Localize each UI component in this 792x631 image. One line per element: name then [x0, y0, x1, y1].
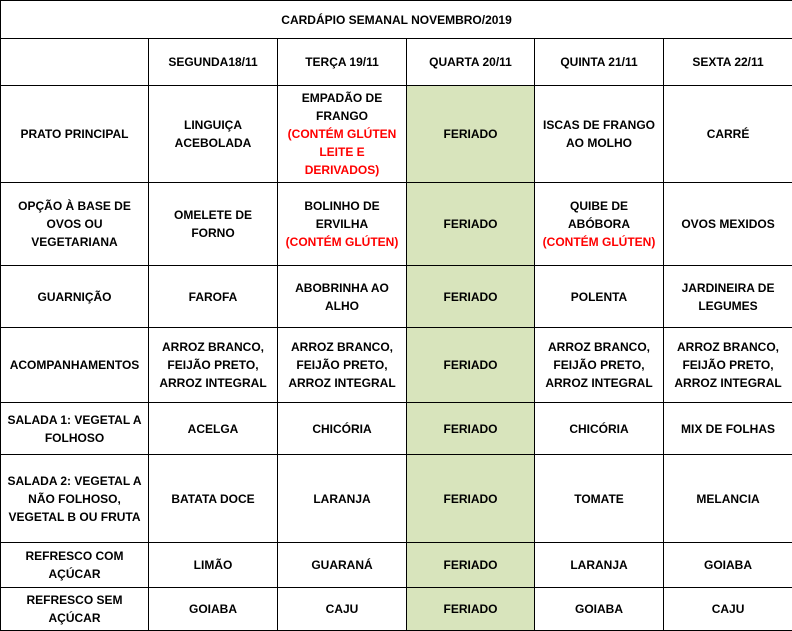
- cell-text: FERIADO: [411, 125, 530, 143]
- cell-text: FERIADO: [411, 356, 530, 374]
- menu-cell: [149, 183, 278, 266]
- cell-text: GOIABA: [539, 600, 659, 618]
- corner-cell: [1, 39, 149, 86]
- cell-text: LARANJA: [539, 556, 659, 574]
- row-label: SALADA 1: VEGETAL A FOLHOSO: [1, 403, 149, 455]
- cell-text: JARDINEIRA DE LEGUMES: [668, 279, 788, 315]
- cell-text: ARROZ BRANCO, FEIJÃO PRETO, ARROZ INTEGRAL: [539, 338, 659, 392]
- cell-text: CAJU: [668, 600, 788, 618]
- menu-cell: [278, 86, 407, 183]
- menu-cell: [149, 328, 278, 403]
- title-row: [1, 1, 792, 39]
- menu-cell: [535, 588, 664, 631]
- menu-cell: [278, 328, 407, 403]
- cell-text: FERIADO: [411, 288, 530, 306]
- menu-row: [1, 266, 792, 328]
- menu-cell: [535, 543, 664, 588]
- cell-text: CARRÉ: [668, 125, 788, 143]
- menu-cell: [278, 266, 407, 328]
- cell-text: CAJU: [282, 600, 402, 618]
- column-header-5: SEXTA 22/11: [664, 39, 792, 86]
- row-label: ACOMPANHAMENTOS: [1, 328, 149, 403]
- cell-text: GOIABA: [668, 556, 788, 574]
- cell-text: QUIBE DE ABÓBORA: [539, 197, 659, 233]
- menu-cell: [149, 403, 278, 455]
- cell-text: ARROZ BRANCO, FEIJÃO PRETO, ARROZ INTEGRAL: [153, 338, 273, 392]
- menu-cell: [535, 328, 664, 403]
- cell-text: BATATA DOCE: [153, 490, 273, 508]
- allergen-note: (CONTÉM GLÚTEN): [539, 233, 659, 251]
- menu-cell: [149, 543, 278, 588]
- holiday-cell: [407, 328, 535, 403]
- menu-cell: [149, 266, 278, 328]
- menu-row: [1, 328, 792, 403]
- holiday-cell: [407, 183, 535, 266]
- holiday-cell: [407, 455, 535, 543]
- cell-text: FERIADO: [411, 600, 530, 618]
- allergen-note: (CONTÉM GLÚTEN): [282, 233, 402, 251]
- menu-cell: [664, 328, 792, 403]
- column-header-3: QUARTA 20/11: [407, 39, 535, 86]
- allergen-note: (CONTÉM GLÚTEN LEITE E DERIVADOS): [282, 125, 402, 179]
- menu-cell: [278, 403, 407, 455]
- menu-row: [1, 403, 792, 455]
- cell-text: OVOS MEXIDOS: [668, 215, 788, 233]
- menu-cell: [149, 86, 278, 183]
- menu-row: [1, 86, 792, 183]
- row-label: GUARNIÇÃO: [1, 266, 149, 328]
- cell-text: ISCAS DE FRANGO AO MOLHO: [539, 116, 659, 152]
- menu-cell: [535, 86, 664, 183]
- menu-cell: [664, 86, 792, 183]
- cell-text: MELANCIA: [668, 490, 788, 508]
- menu-cell: [664, 266, 792, 328]
- menu-cell: [535, 403, 664, 455]
- cell-text: FERIADO: [411, 420, 530, 438]
- menu-row: [1, 455, 792, 543]
- holiday-cell: [407, 588, 535, 631]
- menu-cell: [149, 455, 278, 543]
- cell-text: FERIADO: [411, 556, 530, 574]
- row-label: SALADA 2: VEGETAL A NÃO FOLHOSO, VEGETAL B OU FRUTA: [1, 455, 149, 543]
- menu-cell: [278, 588, 407, 631]
- cell-text: GOIABA: [153, 600, 273, 618]
- cell-text: ABOBRINHA AO ALHO: [282, 279, 402, 315]
- cell-text: TOMATE: [539, 490, 659, 508]
- holiday-cell: [407, 266, 535, 328]
- cell-text: ACELGA: [153, 420, 273, 438]
- menu-cell: [664, 183, 792, 266]
- row-label: REFRESCO SEM AÇÚCAR: [1, 588, 149, 631]
- cell-text: CHICÓRIA: [282, 420, 402, 438]
- menu-cell: [664, 588, 792, 631]
- cell-text: BOLINHO DE ERVILHA: [282, 197, 402, 233]
- cell-text: POLENTA: [539, 288, 659, 306]
- row-label: PRATO PRINCIPAL: [1, 86, 149, 183]
- table-head: [1, 1, 792, 86]
- menu-cell: [278, 455, 407, 543]
- column-header-1: SEGUNDA18/11: [149, 39, 278, 86]
- cell-text: OMELETE DE FORNO: [153, 206, 273, 242]
- page-title: CARDÁPIO SEMANAL NOVEMBRO/2019: [1, 1, 792, 39]
- row-label: OPÇÃO À BASE DE OVOS OU VEGETARIANA: [1, 183, 149, 266]
- menu-cell: [664, 455, 792, 543]
- cell-text: CHICÓRIA: [539, 420, 659, 438]
- cell-text: MIX DE FOLHAS: [668, 420, 788, 438]
- holiday-cell: [407, 543, 535, 588]
- holiday-cell: [407, 403, 535, 455]
- cell-text: LINGUIÇA ACEBOLADA: [153, 116, 273, 152]
- menu-row: [1, 588, 792, 631]
- header-row: [1, 39, 792, 86]
- cell-text: ARROZ BRANCO, FEIJÃO PRETO, ARROZ INTEGRAL: [668, 338, 788, 392]
- cell-text: EMPADÃO DE FRANGO: [282, 89, 402, 125]
- menu-cell: [535, 183, 664, 266]
- menu-cell: [535, 455, 664, 543]
- column-header-4: QUINTA 21/11: [535, 39, 664, 86]
- menu-cell: [278, 183, 407, 266]
- menu-cell: [149, 588, 278, 631]
- menu-cell: [664, 403, 792, 455]
- row-label: REFRESCO COM AÇÚCAR: [1, 543, 149, 588]
- menu-cell: [664, 543, 792, 588]
- column-header-2: TERÇA 19/11: [278, 39, 407, 86]
- cell-text: LIMÃO: [153, 556, 273, 574]
- menu-row: [1, 543, 792, 588]
- menu-cell: [535, 266, 664, 328]
- cell-text: ARROZ BRANCO, FEIJÃO PRETO, ARROZ INTEGRAL: [282, 338, 402, 392]
- cell-text: FERIADO: [411, 215, 530, 233]
- table-body: [1, 86, 792, 631]
- cell-text: LARANJA: [282, 490, 402, 508]
- menu-row: [1, 183, 792, 266]
- cell-text: FERIADO: [411, 490, 530, 508]
- menu-cell: [278, 543, 407, 588]
- cell-text: FAROFA: [153, 288, 273, 306]
- cell-text: GUARANÁ: [282, 556, 402, 574]
- holiday-cell: [407, 86, 535, 183]
